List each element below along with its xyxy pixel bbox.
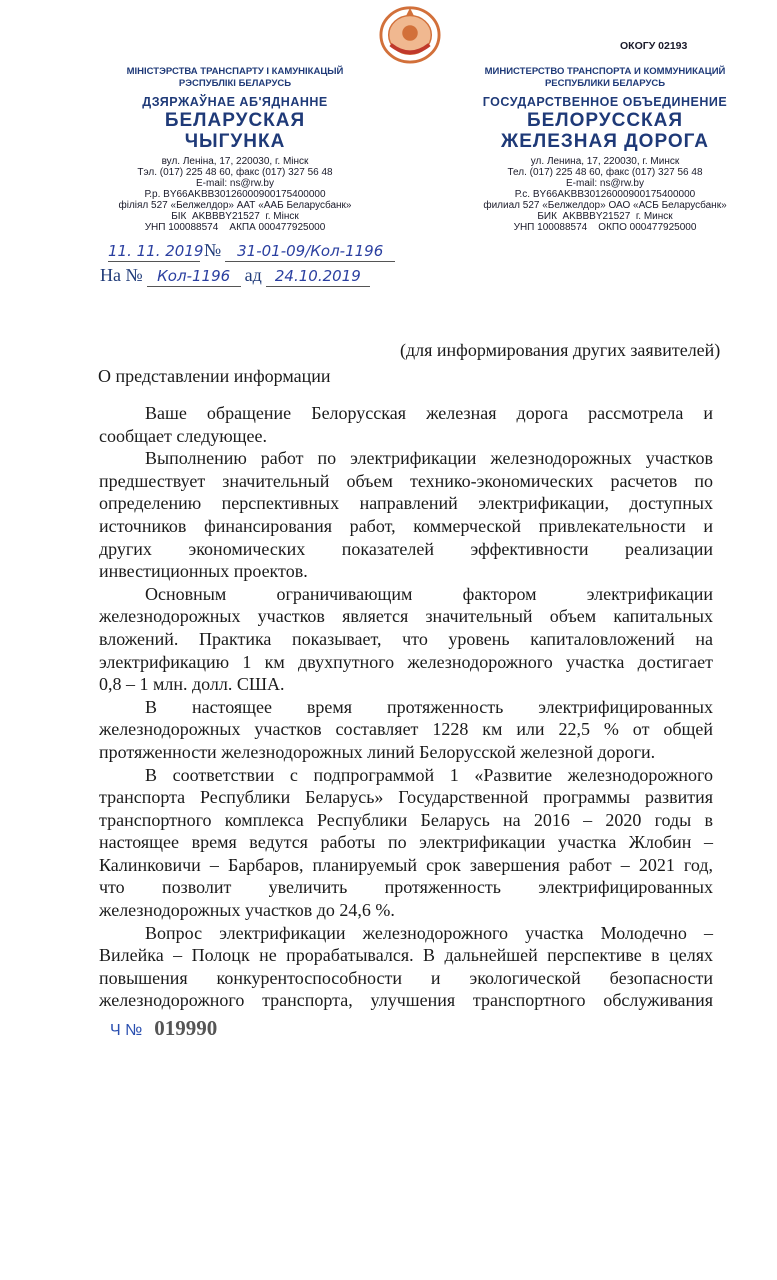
contact-line: Р.с. BY66AKBB30126000900175400000 [514,189,696,200]
serial-stamp [110,1016,217,1043]
paragraph [99,447,713,583]
contact-line: E-mail: ns@rw.by [566,178,644,189]
ministry-line: РЕСПУБЛИКИ БЕЛАРУСЬ [544,78,666,89]
paragraph-line: вложений. Практика показывает, что уровень капиталовложений на [99,628,713,649]
ministry-name [95,66,375,90]
paragraph [99,402,713,447]
paragraph-line: железнодорожных участков до 24,6 %. [99,900,395,921]
letter-subject: О представлении информации [98,366,331,386]
paragraph-line: 0,8 – 1 млн. долл. США. [99,674,285,695]
reply-label: На № [100,265,143,285]
org-name-line: БЕЛАРУСКАЯ [164,110,306,131]
contact-line: УНП 100088574 АКПА 000477925000 [144,222,326,233]
org-name [95,110,375,152]
org-contacts [95,156,375,233]
org-type: ДЗЯРЖАЎНАЕ АБ'ЯДНАННЕ [142,95,328,109]
ministry-line: РЭСПУБЛІКІ БЕЛАРУСЬ [178,78,292,89]
paragraph-line: Основным ограничивающим фактором электрификации [145,583,713,604]
letter-body [99,402,713,1012]
paragraph-line: Выполнению работ по электрификации железнодорожных участков [145,448,713,469]
state-emblem-icon [376,2,444,64]
paragraph-line: протяженности железнодорожных линий Белорусской железной дороги. [99,741,656,762]
letterhead-russian [455,66,755,233]
paragraph-line: повышения конкурентоспособности и экологической безопасности [99,967,713,988]
org-name-line: ЧЫГУНКА [184,131,286,152]
paragraph [99,922,713,1012]
contact-line: вул. Леніна, 17, 220030, г. Мінск [161,156,309,167]
paragraph-line: транспортного комплекса Республики Беларусь на 2016 – 2020 годы в [99,809,713,830]
org-name-line: ЖЕЛЕЗНАЯ ДОРОГА [501,131,709,152]
ministry-name [455,66,755,90]
distribution-note: (для информирования других заявителей) [400,340,721,360]
reply-number: Кол-1196 [147,267,241,287]
paragraph-line: инвестиционных проектов. [99,561,308,582]
paragraph-line: определению перспективных направлений электрификации, доступных [99,493,713,514]
paragraph-line: других экономических показателей эффективности реализации [99,538,713,559]
paragraph [99,696,713,764]
paragraph-line: В соответствии с подпрограммой 1 «Развитие железнодорожного [145,764,713,785]
org-name [455,110,755,152]
paragraph-line: что позволит увеличить протяженность электрифицированных [99,877,713,898]
paragraph-line: железнодорожных участков является значительный объем капитальных [99,606,713,627]
org-type: ГОСУДАРСТВЕННОЕ ОБЪЕДИНЕНИЕ [482,95,728,109]
paragraph-line: сообщает следующее. [99,425,268,446]
outgoing-number: 31-01-09/Кол-1196 [225,242,395,262]
paragraph-line: электрификацию 1 км двухпутного железнодорожного участка достигает [99,651,713,672]
contact-line: E-mail: ns@rw.by [196,178,274,189]
reply-date-label: ад [244,265,262,285]
paragraph-line: транспорта Республики Беларусь» Государственной программы развития [99,787,713,808]
contact-line: Р.р. BY66AKBB30126000900175400000 [144,189,326,200]
paragraph-line: Вилейка – Полоцк не прорабатывался. В дальнейшей перспективе в целях [99,945,713,966]
contact-line: БИК AKBBBY21527 г. Минск [537,211,673,222]
incoming-reference [100,265,370,287]
paragraph-line: В настоящее время протяженность электрифицированных [145,696,713,717]
paragraph [99,583,713,696]
contact-line: філіял 527 «Белжелдор» ААТ «ААБ Беларусбанк» [118,200,352,211]
ministry-line: МИНИСТЕРСТВО ТРАНСПОРТА И КОММУНИКАЦИЙ [484,66,726,77]
contact-line: филиал 527 «Белжелдор» ОАО «АСБ Беларусбанк» [483,200,727,211]
paragraph-line: Ваше обращение Белорусская железная дорога рассмотрела и [145,403,713,423]
contact-line: Тел. (017) 225 48 60, факс (017) 327 56 48 [507,167,703,178]
ministry-line: МІНІСТЭРСТВА ТРАНСПАРТУ І КАМУНІКАЦЫЙ [126,66,344,77]
reply-date: 24.10.2019 [266,267,370,287]
paragraph-line: предшествует значительный объем технико-экономических расчетов по [99,470,713,491]
outgoing-registration [108,240,395,262]
org-name-line: БЕЛОРУССКАЯ [526,110,684,131]
contact-line: УНП 100088574 ОКПО 000477925000 [513,222,697,233]
letterhead-belarusian [95,66,375,233]
contact-line: Тэл. (017) 225 48 60, факс (017) 327 56 48 [137,167,333,178]
contact-line: ул. Ленина, 17, 220030, г. Минск [530,156,680,167]
paragraph [99,764,713,922]
stamp-label: Ч № [110,1022,143,1039]
paragraph-line: Вопрос электрификации железнодорожного участка Молодечно – [145,922,713,943]
paragraph-line: железнодорожного транспорта, улучшения транспортного обслуживания [99,990,713,1011]
outgoing-date: 11. 11. 2019 [108,242,204,260]
contact-line: БІК AKBBBY21527 г. Мінск [171,211,299,222]
number-label: № [204,240,222,260]
org-contacts [455,156,755,233]
paragraph-line: железнодорожных участков составляет 1228 км или 22,5 % от общей [99,719,713,740]
paragraph-line: настоящее время ведутся работы по электрификации участка Жлобин – [99,832,713,853]
paragraph-line: источников финансирования работ, коммерческой привлекательности и [99,515,713,536]
paragraph-line: Калинковичи – Барбаров, планируемый срок завершения работ – 2021 год, [99,854,713,875]
stamp-number: 019990 [154,1016,218,1040]
okogu-code: ОКОГУ 02193 [620,40,688,52]
